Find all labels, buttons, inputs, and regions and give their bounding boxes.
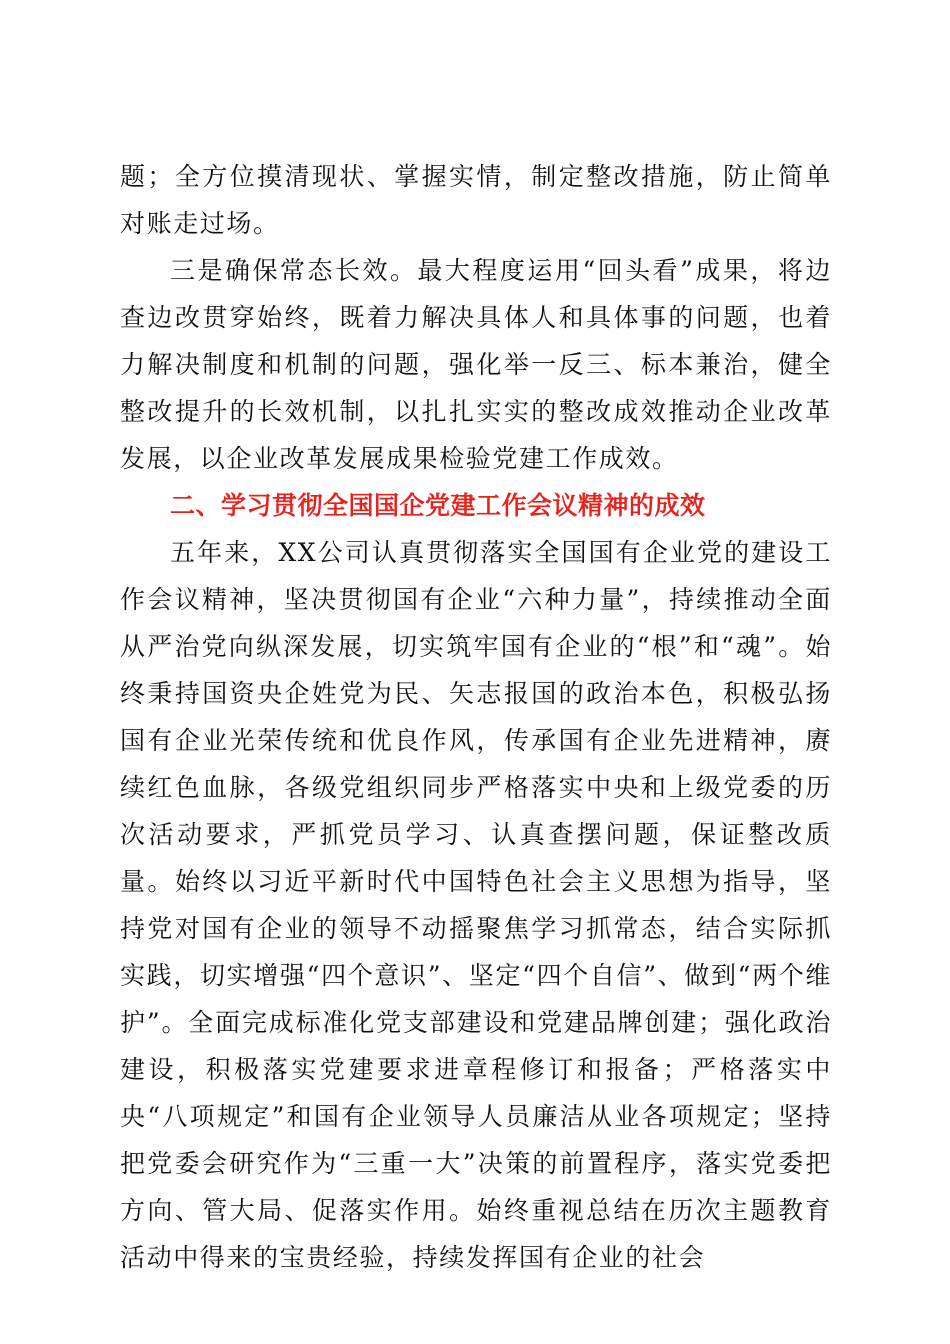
paragraph-five-years: 五年来，XX公司认真贯彻落实全国国有企业党的建设工作会议精神，坚决贯彻国有企业“六种力量”，持续推动全面从严治党向纵深发展，切实筑牢国有企业的“根”和“魂”。始终秉持国资央企姓党为民、矢志报国的政治本色，积极弘扬国有企业光荣传统和优良作风，传承国有企业先进精神，赓续红色血脉，各级党组织同步严格落实中央和上级党委的历次活动要求，严抓党员学习、认真查摆问题，保证整改质量。始终以习近平新时代中国特色社会主义思想为指导，坚持党对国有企业的领导不动摇聚焦学习抓常态，结合实际抓实践，切实增强“四个意识”、坚定“四个自信”、做到“两个维护”。全面完成标准化党支部建设和党建品牌创建；强化政治建设，积极落实党建要求进章程修订和报备；严格落实中央“八项规定”和国有企业领导人员廉洁从业各项规定；坚持把党委会研究作为“三重一大”决策的前置程序，落实党委把方向、管大局、促落实作用。始终重视总结在历次主题教育活动中得来的宝贵经验，持续发挥国有企业的社会 (120, 538, 832, 1272)
section-heading: 二、学习贯彻全国国企党建工作会议精神的成效 (170, 491, 706, 520)
paragraph-ensure-normalization: 三是确保常态长效。最大程度运用“回头看”成果，将边查边改贯穿始终，既着力解决具体人和具体事的问题，也着力解决制度和机制的问题，强化举一反三、标本兼治，健全整改提升的长效机制，以扎扎实实的整改成效推动企业改革发展，以企业改革发展成果检验党建工作成效。 (120, 256, 832, 473)
paragraph-continuation: 题；全方位摸清现状、掌握实情，制定整改措施，防止简单对账走过场。 (120, 162, 832, 238)
document-body (120, 153, 832, 1281)
